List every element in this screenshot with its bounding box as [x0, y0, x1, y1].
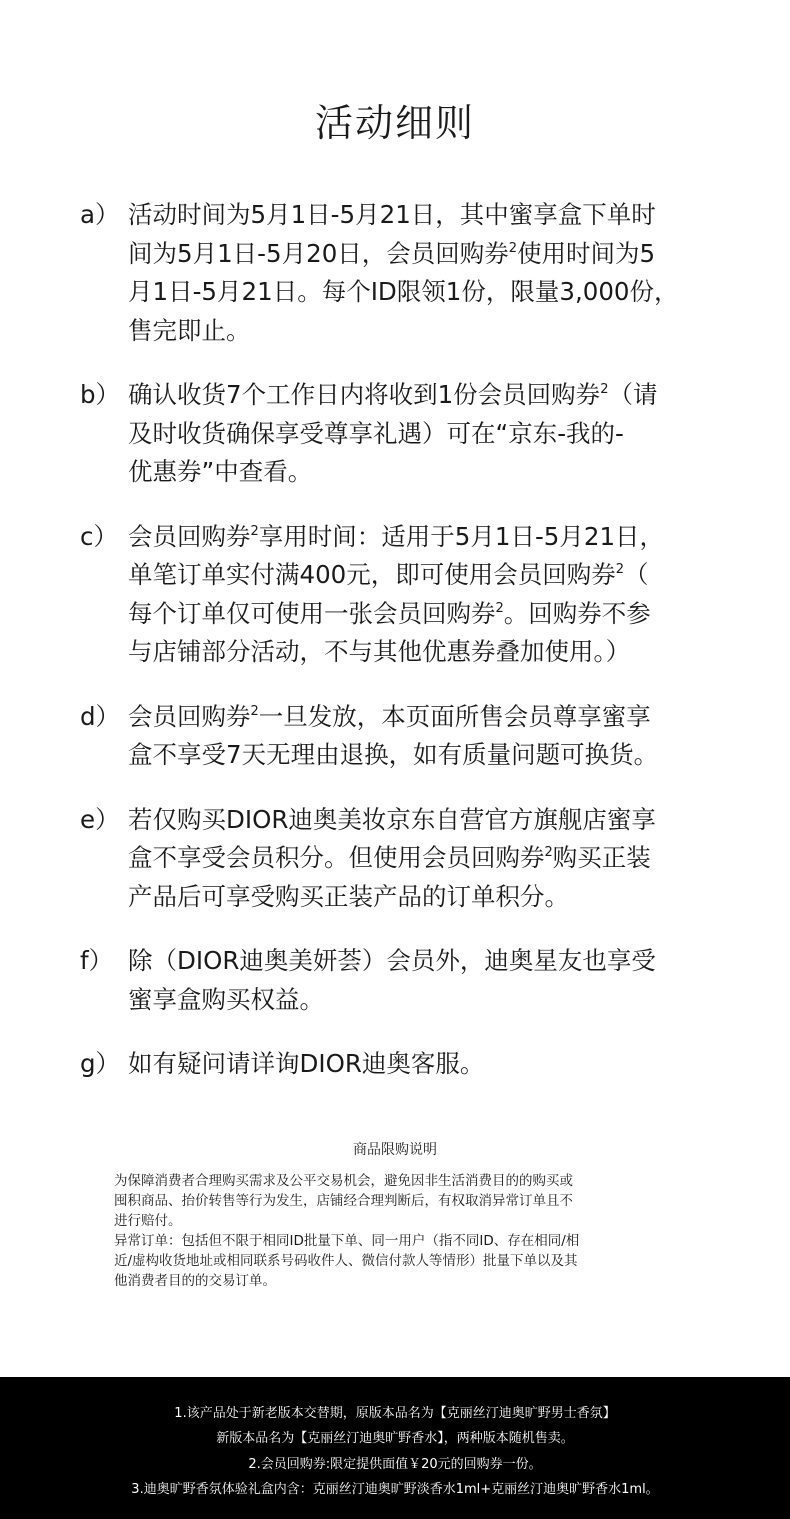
rule-line: 产品后可享受购买正装产品的订单积分。 [128, 881, 569, 911]
rule-line: 间为5月1日-5月20日，会员回购券$^2$使用时间为5 [128, 238, 656, 268]
rule-line: 优惠券”中查看。 [128, 457, 313, 486]
page-title: 活动细则 [314, 101, 475, 145]
rule-line: 会员回购券$^2$享用时间：适用于5月1日-5月21日， [128, 521, 665, 551]
rule-item [80, 196, 720, 350]
rule-letter: b） [80, 380, 121, 409]
rule-item [80, 518, 720, 672]
rule-letter: c） [80, 521, 118, 551]
rule-line: 会员回购券$^2$一旦发放，本页面所售会员尊享蜜享 [128, 701, 651, 731]
limit-line: 近/虚构收货地址或相同联系号码收件人、微信付款人等情形）批量下单以及其 [114, 1253, 578, 1269]
rule-text [128, 376, 720, 492]
footer-line: 2.会员回购券:限定提供面值￥20元的回购券一份。 [248, 1457, 542, 1472]
rule-item [80, 1045, 720, 1084]
rule-line: 确认收货7个工作日内将收到1份会员回购券$^2$（请 [128, 380, 658, 409]
rule-line: 及时收货确保享受尊享礼遇）可在“京东-我的- [128, 418, 624, 448]
rule-line: 单笔订单实付满400元，即可使用会员回购券$^2$（ [128, 560, 649, 589]
limit-line: 他消费者目的的交易订单。 [114, 1273, 276, 1289]
limit-line: 进行赔付。 [114, 1213, 182, 1229]
limit-line: 异常订单：包括但不限于相同ID批量下单、同一用户（指不同ID、存在相同/相 [114, 1233, 580, 1249]
rule-item [80, 801, 720, 917]
limit-line: 囤积商品、抬价转售等行为发生，店铺经合理判断后，有权取消异常订单且不 [114, 1193, 573, 1209]
limit-line: 为保障消费者合理购买需求及公平交易机会，避免因非生活消费目的的购买或 [114, 1173, 573, 1189]
rule-letter: g） [80, 1049, 121, 1078]
rule-text [128, 801, 720, 917]
rule-line: 月1日-5月21日。每个ID限领1份，限量3,000份， [128, 277, 679, 306]
rule-line: 蜜享盒购买权益。 [128, 984, 324, 1014]
rule-item [80, 376, 720, 492]
rules-list [80, 196, 720, 1084]
rule-letter: f） [80, 946, 114, 975]
rule-text [128, 1045, 720, 1084]
rule-letter: a） [80, 200, 120, 229]
rule-line: 与店铺部分活动，不与其他优惠券叠加使用。） [128, 637, 631, 666]
rule-line: 每个订单仅可使用一张会员回购券$^2$。回购券不参 [128, 598, 651, 628]
rule-text [128, 196, 720, 350]
limit-body [114, 1171, 694, 1291]
rule-line: 售完即止。 [128, 315, 251, 345]
rule-line: 除（DIOR迪奥美妍荟）会员外，迪奥星友也享受 [128, 946, 656, 975]
rule-letter: d） [80, 701, 121, 731]
limit-title: 商品限购说明 [353, 1142, 437, 1158]
rule-line: 若仅购买DIOR迪奥美妆京东自营官方旗舰店蜜享 [128, 804, 656, 834]
rule-line: 活动时间为5月1日-5月21日，其中蜜享盒下单时 [128, 200, 656, 229]
rule-letter: e） [80, 804, 120, 834]
rule-item [80, 942, 720, 1019]
rule-text [128, 518, 720, 672]
rule-line: 盒不享受会员积分。但使用会员回购券$^2$购买正装 [128, 843, 651, 872]
rule-item [80, 698, 720, 775]
rule-line: 盒不享受7天无理由退换，如有质量问题可换货。 [128, 740, 659, 769]
rule-line: 如有疑问请详询DIOR迪奥客服。 [128, 1049, 485, 1078]
rule-text [128, 698, 720, 775]
footer-line: 1.该产品处于新老版本交替期，原版本品名为【克丽丝汀迪奥旷野男士香氛】 [174, 1406, 616, 1421]
footer-line: 新版本品名为【克丽丝汀迪奥旷野香水】，两种版本随机售卖。 [216, 1431, 574, 1446]
footer-notes [0, 1377, 790, 1519]
rule-text [128, 942, 720, 1019]
footer-line: 3.迪奥旷野香氛体验礼盒内含：克丽丝汀迪奥旷野淡香水1ml+克丽丝汀迪奥旷野香水1ml。 [131, 1482, 659, 1497]
